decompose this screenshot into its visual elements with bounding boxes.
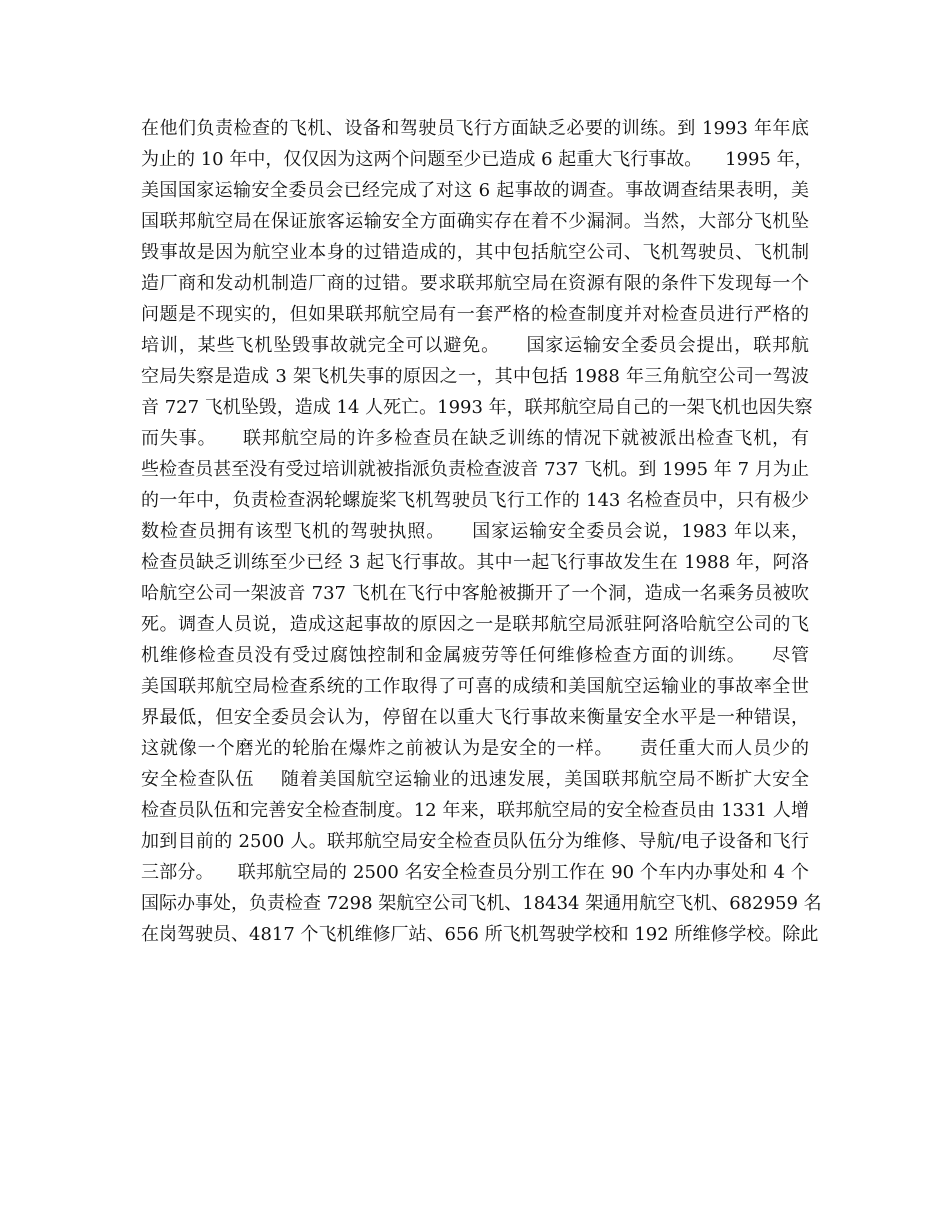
text-line: 美国国家运输安全委员会已经完成了对这 6 起事故的调查。事故调查结果表明，美 (141, 180, 809, 201)
text-line: 这就像一个磨光的轮胎在爆炸之前被认为是安全的一样。 责任重大而人员少的 (141, 738, 809, 759)
text-line: 美国联邦航空局检查系统的工作取得了可喜的成绩和美国航空运输业的事故率全世 (141, 676, 809, 697)
text-line: 三部分。 联邦航空局的 2500 名安全检查员分别工作在 90 个车内办事处和 4 个 (141, 862, 809, 883)
text-line: 而失事。 联邦航空局的许多检查员在缺乏训练的情况下就被派出检查飞机，有 (141, 428, 809, 449)
text-line: 造厂商和发动机制造厂商的过错。要求联邦航空局在资源有限的条件下发现每一个 (141, 273, 809, 294)
text-line: 安全检查队伍 随着美国航空运输业的迅速发展，美国联邦航空局不断扩大安全 (141, 769, 809, 790)
text-line: 些检查员甚至没有受过培训就被指派负责检查波音 737 飞机。到 1995 年 7 月为止 (141, 459, 809, 480)
text-line: 空局失察是造成 3 架飞机失事的原因之一，其中包括 1988 年三角航空公司一驾波 (141, 366, 809, 387)
text-line: 在岗驾驶员、4817 个飞机维修厂站、656 所飞机驾驶学校和 192 所维修学校。除此 (141, 924, 819, 945)
text-line: 培训，某些飞机坠毁事故就完全可以避免。 国家运输安全委员会提出，联邦航 (141, 335, 809, 356)
text-line: 为止的 10 年中，仅仅因为这两个问题至少已造成 6 起重大飞行事故。 1995 年， (141, 149, 813, 170)
text-line: 加到目前的 2500 人。联邦航空局安全检查员队伍分为维修、导航/电子设备和飞行 (141, 831, 809, 852)
text-line: 死。调查人员说，造成这起事故的原因之一是联邦航空局派驻阿洛哈航空公司的飞 (141, 614, 809, 635)
text-line: 检查员队伍和完善安全检查制度。12 年来，联邦航空局的安全检查员由 1331 人增 (141, 800, 809, 821)
text-line: 毁事故是因为航空业本身的过错造成的，其中包括航空公司、飞机驾驶员、飞机制 (141, 242, 809, 263)
text-line: 的一年中，负责检查涡轮螺旋桨飞机驾驶员飞行工作的 143 名检查员中，只有极少 (141, 490, 809, 511)
text-line: 在他们负责检查的飞机、设备和驾驶员飞行方面缺乏必要的训练。到 1993 年年底 (141, 118, 809, 139)
text-line: 国联邦航空局在保证旅客运输安全方面确实存在着不少漏洞。当然，大部分飞机坠 (141, 211, 809, 232)
text-line: 音 727 飞机坠毁，造成 14 人死亡。1993 年，联邦航空局自己的一架飞机也因失察 (141, 397, 813, 418)
text-line: 国际办事处，负责检查 7298 架航空公司飞机、18434 架通用航空飞机、682959 名 (141, 893, 822, 914)
text-line: 机维修检查员没有受过腐蚀控制和金属疲劳等任何维修检查方面的训练。 尽管 (141, 645, 809, 666)
text-line: 界最低，但安全委员会认为，停留在以重大飞行事故来衡量安全水平是一种错误， (141, 707, 809, 728)
text-line: 问题是不现实的，但如果联邦航空局有一套严格的检查制度并对检查员进行严格的 (141, 304, 809, 325)
text-line: 数检查员拥有该型飞机的驾驶执照。 国家运输安全委员会说，1983 年以来， (141, 521, 809, 542)
text-line: 哈航空公司一架波音 737 飞机在飞行中客舱被撕开了一个洞，造成一名乘务员被吹 (141, 583, 809, 604)
text-line: 检查员缺乏训练至少已经 3 起飞行事故。其中一起飞行事故发生在 1988 年，阿洛 (141, 552, 809, 573)
